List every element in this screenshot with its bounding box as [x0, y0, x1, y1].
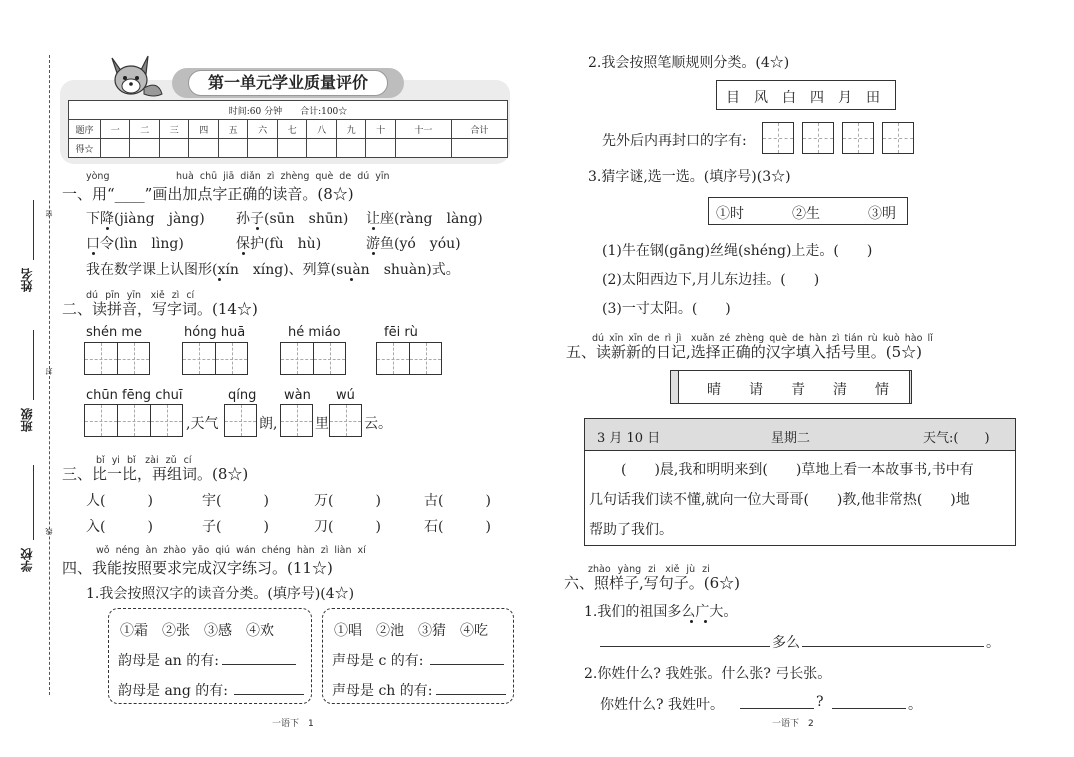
s4-q1: 1.我会按照汉字的读音分类。(填序号)(4☆)	[86, 586, 355, 602]
score-cell[interactable]	[248, 139, 277, 158]
s3-pinyin: bǐ yi bǐ zài zǔ cí	[96, 455, 192, 466]
column-header: 十	[366, 120, 395, 139]
s1-item[interactable]: 游鱼(yó yóu)	[366, 236, 461, 252]
score-cell[interactable]	[189, 139, 218, 158]
sort-line-label: 韵母是 an 的有:	[118, 653, 219, 669]
compare-item[interactable]: 入( )	[86, 519, 153, 535]
sort-line-label: 声母是 c 的有:	[332, 653, 424, 669]
s4-q2: 2.我会按照笔顺规则分类。(4☆)	[588, 55, 790, 71]
diary-line[interactable]: ( )晨,我和明明来到( )草地上看一本故事书,书中有	[621, 462, 974, 478]
s6-q1-mid: 多么	[772, 635, 800, 651]
emphasis-dot	[690, 620, 693, 623]
s6-q2-end: 。	[908, 697, 922, 713]
section-4-title: 四、我能按照要求完成汉字练习。(11☆)	[62, 559, 333, 577]
score-cell[interactable]	[277, 139, 306, 158]
column-header: 合计	[451, 120, 507, 139]
score-table	[68, 100, 508, 158]
score-cell[interactable]	[101, 139, 130, 158]
options: ①唱 ②池 ③猜 ④吃	[334, 623, 488, 639]
column-header: 二	[130, 120, 159, 139]
diary-date: 3 月 10 日	[597, 431, 661, 446]
sort-line-label: 声母是 ch 的有:	[332, 683, 433, 699]
column-header: 五	[218, 120, 247, 139]
binding-line	[49, 55, 50, 695]
answer-blank[interactable]	[740, 708, 814, 709]
section-2-title: 二、读拼音，写字词。(14☆)	[62, 300, 258, 318]
word-pinyin: chūn fēng chuī	[86, 388, 183, 403]
emphasis-dot	[256, 227, 259, 230]
time-info: 时间:60 分钟 合计:100☆	[69, 101, 508, 120]
compare-item[interactable]: 古( )	[424, 493, 491, 509]
riddle-option: ③明	[868, 206, 896, 222]
s1-pinyin-yong: yòng	[86, 171, 110, 182]
answer-blank[interactable]	[832, 708, 906, 709]
row-label: 题序	[69, 120, 101, 139]
answer-blank[interactable]	[436, 694, 506, 695]
riddle-item[interactable]: (1)牛在钢(gāng)丝绳(shéng)上走。( )	[602, 243, 873, 259]
emphasis-dot	[242, 252, 245, 255]
s2-text: 里	[315, 416, 329, 432]
answer-blank[interactable]	[222, 664, 296, 665]
score-cell[interactable]	[366, 139, 395, 158]
s6-q1-end: 。	[986, 635, 1000, 651]
diary-weather[interactable]: 天气:( )	[923, 431, 990, 446]
s4-pinyin: wǒ néng àn zhào yāo qiú wán chéng hàn zì liàn xí	[96, 545, 366, 556]
compare-item[interactable]: 人( )	[86, 493, 153, 509]
fox-mascot-icon	[104, 50, 164, 102]
s1-item[interactable]: 我在数学课上认图形(xín xíng)、列算(suàn shuàn)式。	[86, 262, 460, 278]
riddle-item[interactable]: (3)一寸太阳。( )	[602, 301, 731, 317]
writing-grid[interactable]	[762, 122, 794, 154]
riddle-item[interactable]: (2)太阳西边下,月儿东边挂。( )	[602, 272, 820, 288]
writing-grid[interactable]	[329, 404, 362, 437]
writing-grid[interactable]	[842, 122, 874, 154]
name-label: 姓名	[20, 268, 34, 292]
school-field[interactable]	[33, 465, 34, 540]
s5-pinyin: dú xīn xīn de rì jì xuǎn zé zhèng què de hàn zì tián rù kuò hào lǐ	[592, 333, 933, 344]
emphasis-dot	[218, 278, 221, 281]
name-field[interactable]	[33, 200, 34, 260]
writing-grid[interactable]	[84, 342, 150, 375]
s1-pinyin: huà chū jiā diǎn zì zhèng què de dú yīn	[176, 171, 390, 182]
compare-item[interactable]: 万( )	[314, 493, 381, 509]
emphasis-dot	[106, 227, 109, 230]
writing-grid[interactable]	[280, 342, 346, 375]
score-cell[interactable]	[218, 139, 247, 158]
writing-grid[interactable]	[882, 122, 914, 154]
char-option: 青	[791, 382, 805, 398]
emphasis-dot	[372, 252, 375, 255]
riddle-option: ①时	[716, 206, 744, 222]
compare-item[interactable]: 宇( )	[202, 493, 269, 509]
school-label: 学校	[20, 548, 34, 572]
writing-grid[interactable]	[280, 404, 313, 437]
diary-line[interactable]: 几句话我们读不懂,就向一位大哥哥( )教,他非常热( )地	[589, 492, 970, 508]
stroke-answer-label: 先外后内再封口的字有:	[602, 133, 747, 149]
emphasis-dot	[350, 278, 353, 281]
column-header: 一	[101, 120, 130, 139]
score-cell[interactable]	[159, 139, 188, 158]
compare-item[interactable]: 石( )	[424, 519, 491, 535]
riddle-option: ②生	[792, 206, 820, 222]
column-header: 三	[159, 120, 188, 139]
answer-blank[interactable]	[600, 646, 770, 647]
char-option: 情	[875, 382, 889, 398]
stroke-chars: 目 风 白 四 月 田	[726, 90, 880, 106]
diary-header	[585, 419, 1015, 451]
page-number-left: 一语下 1	[272, 719, 314, 729]
column-header: 四	[189, 120, 218, 139]
s2-pinyin: dú pīn yīn xiě zì cí	[86, 290, 195, 301]
s1-item[interactable]: 让座(ràng làng)	[366, 211, 483, 227]
compare-item[interactable]: 刀( )	[314, 519, 381, 535]
column-header: 十一	[395, 120, 451, 139]
char-option: 清	[833, 382, 847, 398]
row-label: 得☆	[69, 139, 101, 158]
table-row	[69, 120, 508, 139]
word-pinyin: wú	[336, 388, 355, 403]
score-cell[interactable]	[395, 139, 451, 158]
fold-mark-seal: 密	[45, 210, 53, 217]
diary-box	[584, 418, 1016, 546]
char-option: 晴	[707, 382, 721, 398]
table-row	[69, 139, 508, 158]
s1-item[interactable]: 口令(lìn lìng)	[86, 236, 184, 252]
page-title: 第一单元学业质量评价	[188, 70, 388, 96]
class-field[interactable]	[33, 330, 34, 400]
score-cell[interactable]	[130, 139, 159, 158]
emphasis-dot	[704, 620, 707, 623]
column-header: 八	[307, 120, 336, 139]
score-cell[interactable]	[307, 139, 336, 158]
page-number-right: 一语下 2	[772, 719, 814, 729]
s6-pinyin: zhào yàng zi xiě jù zi	[588, 564, 710, 575]
s2-text: ,天气	[186, 416, 219, 432]
s6-q2: 2.你姓什么? 我姓张。什么张? 弓长张。	[584, 666, 832, 682]
diary-weekday: 星期二	[771, 431, 811, 446]
section-1-title: 一、用“____”画出加点字正确的读音。(8☆)	[62, 185, 354, 203]
answer-blank[interactable]	[430, 664, 504, 665]
word-pinyin: wàn	[284, 388, 311, 403]
s4-q3: 3.猜字谜,选一选。(填序号)(3☆)	[588, 169, 791, 185]
section-5-title: 五、读新新的日记,选择正确的汉字填入括号里。(5☆)	[566, 343, 923, 361]
column-header: 九	[336, 120, 365, 139]
writing-grid[interactable]	[182, 342, 248, 375]
answer-blank[interactable]	[234, 694, 304, 695]
writing-grid[interactable]	[224, 404, 257, 437]
char-options-scroll	[678, 370, 910, 404]
emphasis-dot	[372, 227, 375, 230]
word-pinyin: shén me	[86, 325, 143, 340]
compare-item[interactable]: 子( )	[202, 519, 269, 535]
s1-item[interactable]: 保护(fù hù)	[236, 236, 322, 252]
column-header: 七	[277, 120, 306, 139]
writing-grid[interactable]	[802, 122, 834, 154]
section-3-title: 三、比一比，再组词。(8☆)	[62, 465, 249, 483]
column-header: 六	[248, 120, 277, 139]
fold-mark-line: 线	[45, 528, 53, 535]
class-label: 班级	[20, 408, 34, 432]
s2-text: 云。	[364, 416, 392, 432]
score-cell[interactable]	[336, 139, 365, 158]
s6-q2-q: ?	[816, 694, 824, 710]
s6-q2-line: 你姓什么? 我姓叶。	[600, 697, 724, 713]
fold-mark-close: 封	[45, 368, 53, 375]
sort-line-label: 韵母是 ang 的有:	[118, 683, 228, 699]
writing-grid[interactable]	[84, 404, 183, 437]
answer-blank[interactable]	[802, 646, 984, 647]
section-6-title: 六、照样子,写句子。(6☆)	[564, 574, 741, 592]
word-pinyin: qíng	[228, 388, 257, 403]
s2-text: 朗,	[259, 416, 278, 432]
options: ①霜 ②张 ③感 ④欢	[120, 623, 274, 639]
emphasis-dot	[92, 252, 95, 255]
word-pinyin: fēi rù	[384, 325, 418, 340]
word-pinyin: hé miáo	[288, 325, 341, 340]
diary-line: 帮助了我们。	[589, 522, 673, 538]
char-option: 请	[749, 382, 763, 398]
s1-item[interactable]: 下降(jiàng jàng)	[86, 211, 205, 227]
word-pinyin: hóng huā	[184, 325, 246, 340]
s6-q1: 1.我们的祖国多么广大。	[584, 604, 738, 620]
writing-grid[interactable]	[376, 342, 442, 375]
s1-item[interactable]: 孙子(sūn shūn)	[236, 211, 349, 227]
score-cell[interactable]	[451, 139, 507, 158]
